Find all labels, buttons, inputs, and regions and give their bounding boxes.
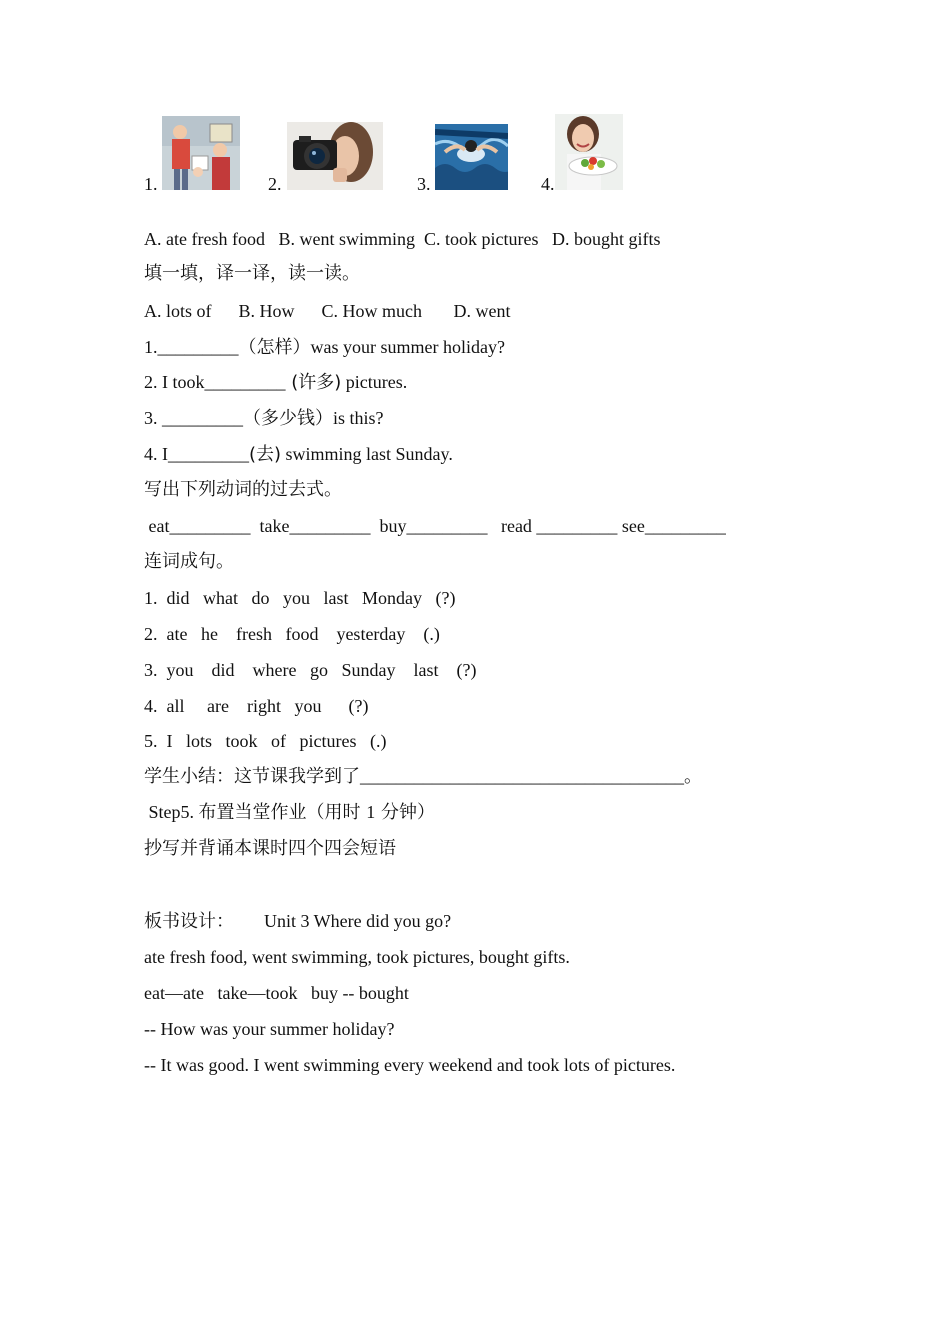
step5-prefix: Step5. bbox=[144, 802, 199, 822]
section-title-word-order: 连词成句。 bbox=[144, 551, 234, 572]
fill-item-2 bbox=[144, 371, 407, 394]
answer-options: A. ate fresh food B. went swimming C. took pictures D. bought gifts bbox=[144, 229, 661, 249]
step5-num: 1 bbox=[366, 802, 376, 822]
fill-item-hint: (许多) bbox=[285, 372, 342, 393]
word-order-item-3: 3. you did where go Sunday last (?) bbox=[144, 660, 477, 680]
fill-item-text: is this? bbox=[333, 408, 384, 428]
section-title-fill: 填一填，译一译，读一读。 bbox=[144, 263, 360, 284]
word-order-item-4: 4. all are right you (?) bbox=[144, 696, 369, 716]
board-design-heading bbox=[144, 910, 451, 933]
board-line-2: eat—ate take—took buy -- bought bbox=[144, 983, 409, 1003]
summary-end: 。 bbox=[684, 766, 702, 787]
picture-row bbox=[144, 112, 664, 192]
homework-text: 抄写并背诵本课时四个四会短语 bbox=[144, 838, 396, 859]
board-title: Unit 3 Where did you go? bbox=[264, 911, 452, 931]
board-line-4: -- It was good. I went swimming every weekend and took lots of pictures. bbox=[144, 1055, 676, 1075]
word-order-item-5: 5. I lots took of pictures (.) bbox=[144, 731, 387, 751]
swimmer-photo-icon bbox=[435, 124, 508, 190]
student-summary bbox=[144, 765, 702, 788]
picture-number-1: 1. bbox=[144, 174, 158, 194]
fill-item-hint: (去) bbox=[249, 444, 282, 465]
step5-suffix: 分钟） bbox=[375, 802, 435, 823]
fill-item-text: was your summer holiday? bbox=[310, 337, 505, 357]
fill-item-text: 3. _________ bbox=[144, 408, 243, 428]
woman-with-salad-photo-icon bbox=[555, 114, 623, 190]
section-title-past-tense: 写出下列动词的过去式。 bbox=[144, 479, 342, 500]
board-line-3: -- How was your summer holiday? bbox=[144, 1019, 395, 1039]
picture-number-4: 4. bbox=[541, 174, 555, 194]
fill-item-3 bbox=[144, 407, 384, 430]
fill-item-text: 2. I took_________ bbox=[144, 372, 286, 392]
board-label: 板书设计： bbox=[144, 911, 234, 932]
fill-item-hint: （多少钱） bbox=[243, 408, 333, 429]
picture-number-2: 2. bbox=[268, 174, 282, 194]
word-order-item-2: 2. ate he fresh food yesterday (.) bbox=[144, 624, 440, 644]
fill-item-text: 1._________ bbox=[144, 337, 239, 357]
fill-item-hint: （怎样） bbox=[238, 337, 311, 358]
word-order-item-1: 1. did what do you last Monday (?) bbox=[144, 588, 456, 608]
fill-item-text: 4. I_________ bbox=[144, 444, 249, 464]
family-scene-illustration-icon bbox=[162, 116, 240, 190]
step5-heading bbox=[144, 801, 435, 824]
camera-photographer-photo-icon bbox=[287, 122, 383, 190]
board-line-1: ate fresh food, went swimming, took pictures, bought gifts. bbox=[144, 947, 570, 967]
fill-item-1 bbox=[144, 336, 505, 359]
fill-item-4 bbox=[144, 443, 453, 466]
picture-number-3: 3. bbox=[417, 174, 431, 194]
past-tense-blanks: eat_________ take_________ buy_________ read _________ see_________ bbox=[144, 516, 726, 536]
summary-blank: ____________________________________ bbox=[360, 766, 684, 786]
fill-item-text: pictures. bbox=[341, 372, 408, 392]
summary-label: 学生小结：这节课我学到了 bbox=[144, 766, 360, 787]
fill-item-text: swimming last Sunday. bbox=[281, 444, 453, 464]
fill-options: A. lots of B. How C. How much D. went bbox=[144, 301, 511, 321]
step5-title: 布置当堂作业（用时 bbox=[198, 802, 367, 823]
